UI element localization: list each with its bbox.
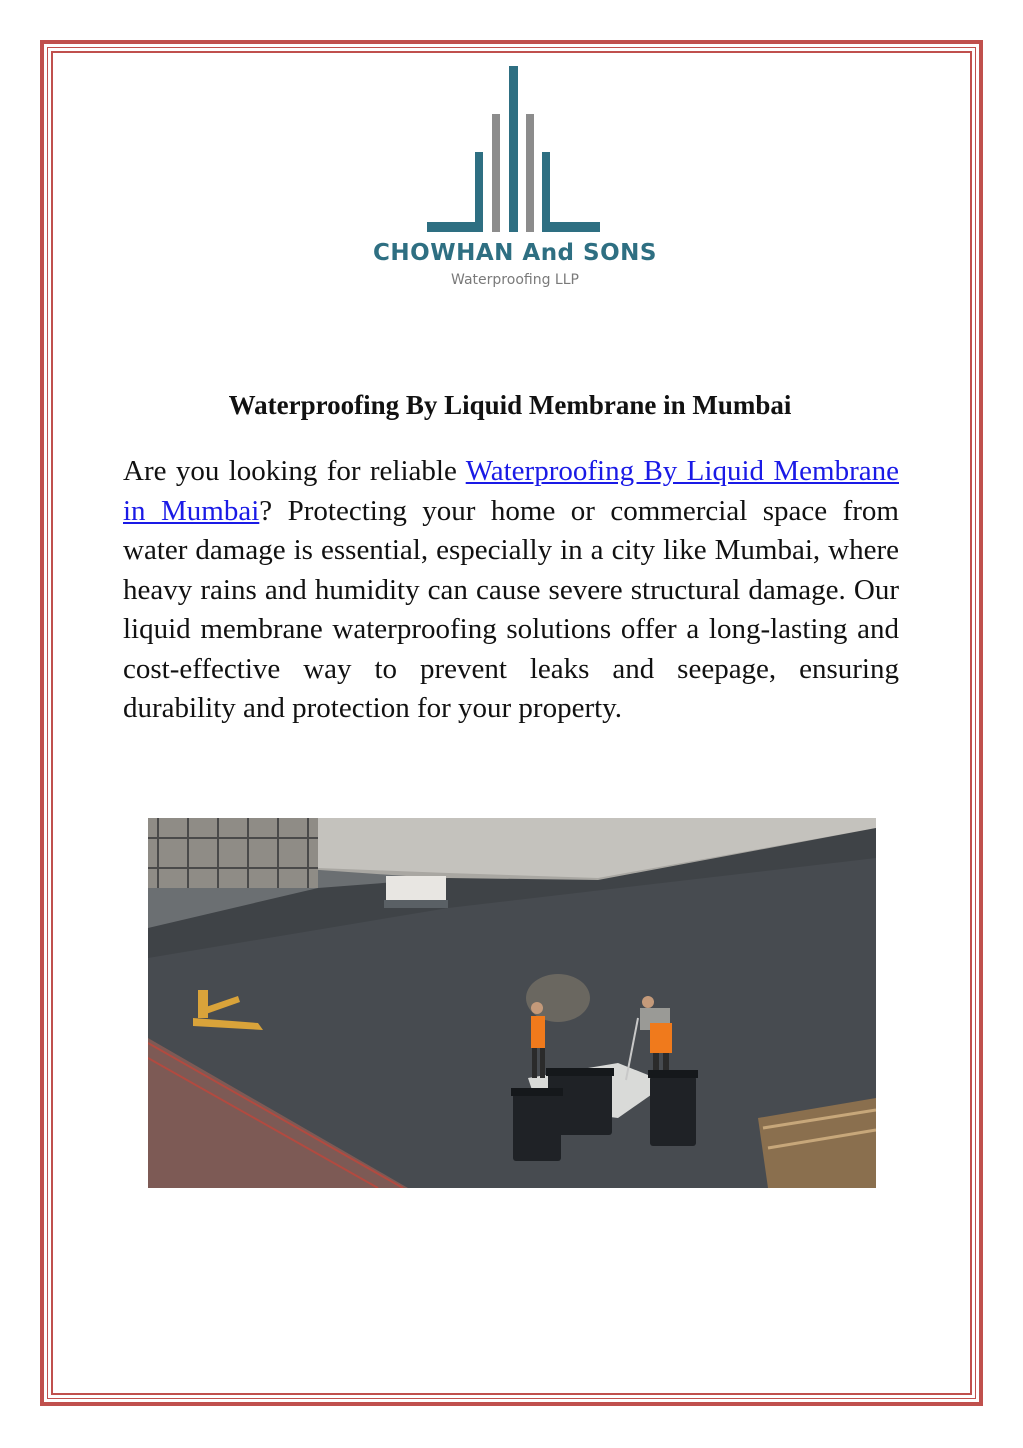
page-title: Waterproofing By Liquid Membrane in Mumbai (228, 390, 792, 420)
paragraph-intro: Are you looking for reliable (123, 455, 466, 487)
paragraph-rest: ? Protecting your home or commercial space from water damage is essential, especially in a city like Mumbai, where heavy rains and humidity can cause severe structural damage. Our liquid membrane waterproofing solutions offer a long-lasting and cost-effective way to prevent leaks and seepage, ensuring durability and protection for your property. (123, 494, 899, 724)
intro-paragraph (123, 452, 899, 729)
service-link[interactable]: Waterproofing By Liquid Membrane in Mumbai (123, 455, 899, 527)
rooftop-workers-image (148, 818, 876, 1188)
brand-tagline: Waterproofing LLP (451, 272, 579, 288)
brand-name: CHOWHAN And SONS (373, 240, 657, 266)
buildings-logo-icon (370, 60, 660, 235)
roof-waterproofing-photo (148, 818, 876, 1188)
